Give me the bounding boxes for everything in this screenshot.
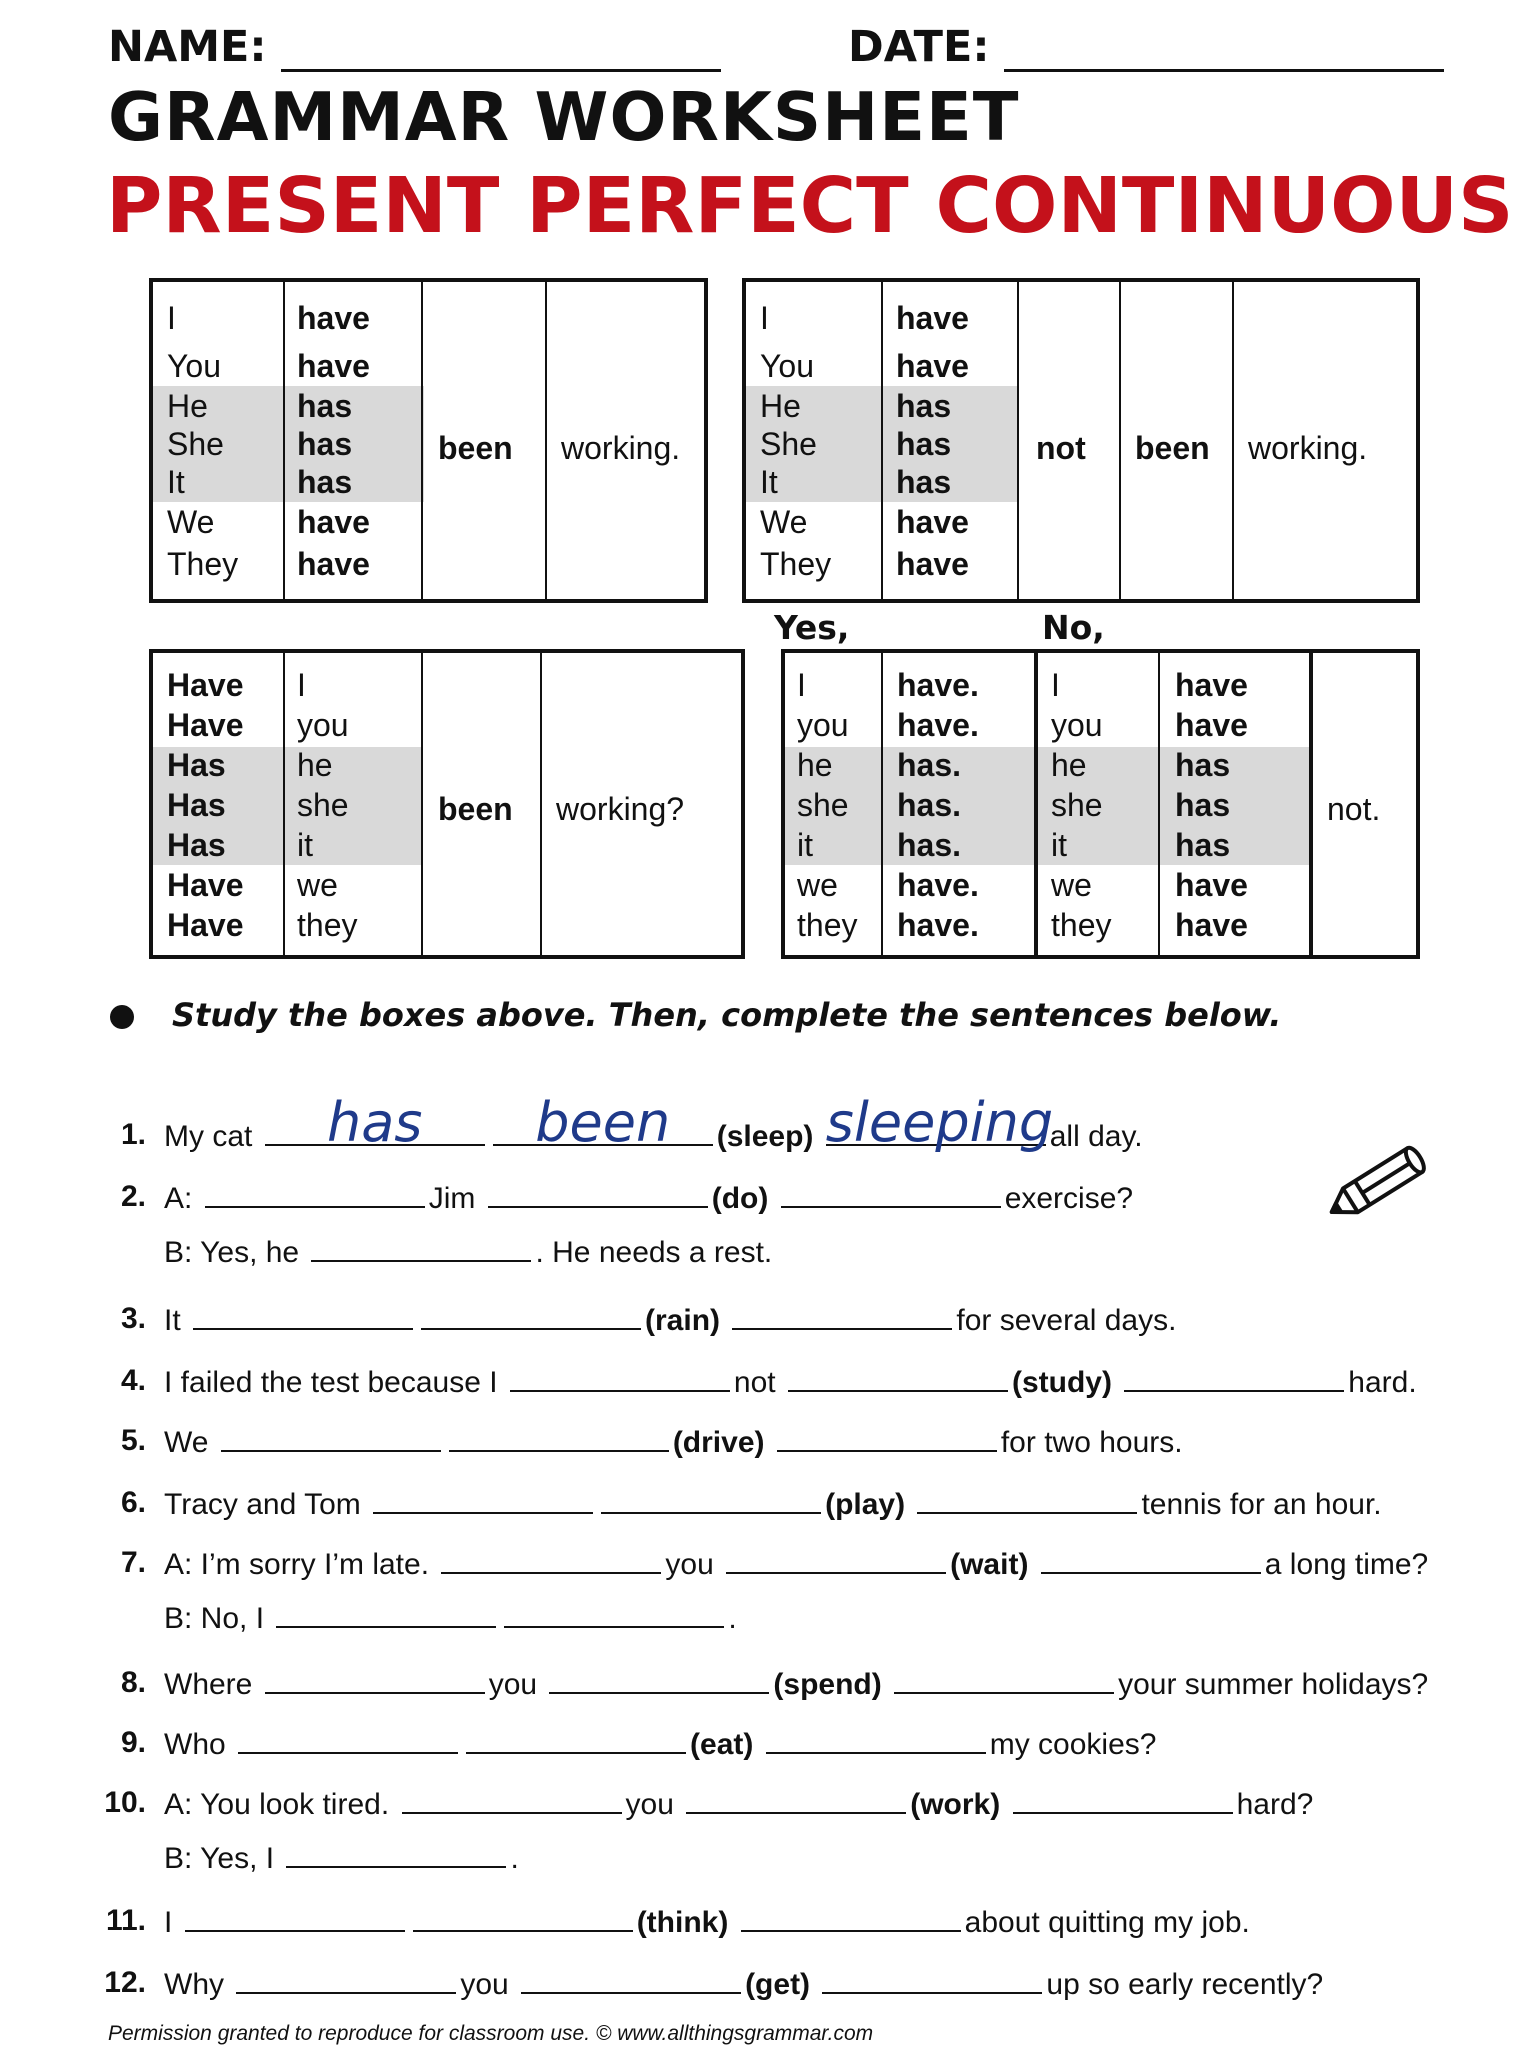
- table-cell: has: [896, 388, 952, 424]
- table-cell: have: [896, 546, 969, 582]
- table-cell: has.: [897, 747, 962, 783]
- table-cell: It: [167, 464, 185, 500]
- divider: [1119, 282, 1121, 599]
- base-verb: (work): [910, 1788, 1001, 1821]
- answer-blank[interactable]: [1124, 1364, 1344, 1392]
- sentence-text: up so early recently?: [1046, 1968, 1324, 2001]
- base-verb: (sleep): [716, 1120, 814, 1153]
- date-label: DATE:: [848, 22, 990, 72]
- table-cell: has: [297, 426, 353, 462]
- table-cell: have: [1175, 707, 1248, 743]
- sentence-text: my cookies?: [989, 1728, 1157, 1761]
- bullet-icon: [110, 1005, 134, 1029]
- base-verb: (do): [711, 1182, 769, 1215]
- footer-text: Permission granted to reproduce for classroom use. © www.allthingsgrammar.com: [108, 2022, 874, 2045]
- sentence-text: you: [665, 1548, 714, 1581]
- divider: [881, 653, 883, 955]
- answer-blank[interactable]: [413, 1904, 633, 1932]
- base-verb: (wait): [950, 1548, 1029, 1581]
- exercise-number: 9.: [120, 1726, 146, 1759]
- name-line[interactable]: [281, 31, 721, 72]
- sentence-text: I failed the test because I: [164, 1366, 498, 1399]
- sentence-text: Jim: [428, 1182, 476, 1215]
- answer-blank[interactable]: [788, 1364, 1008, 1392]
- answer-blank[interactable]: [466, 1726, 686, 1754]
- answer-blank[interactable]: [221, 1424, 441, 1452]
- divider: [1034, 653, 1038, 955]
- answer-blank[interactable]: [421, 1302, 641, 1330]
- base-verb: (play): [825, 1488, 906, 1521]
- table-cell: he: [1051, 747, 1087, 783]
- table-cell: it: [1051, 827, 1067, 863]
- table-cell: you: [1051, 707, 1103, 743]
- table-cell: They: [167, 546, 239, 582]
- answer-blank[interactable]: [402, 1786, 622, 1814]
- answer-blank[interactable]: [504, 1600, 724, 1628]
- answer-blank[interactable]: [265, 1091, 485, 1154]
- answer-blank[interactable]: [441, 1546, 661, 1574]
- answer-blank[interactable]: [493, 1091, 713, 1154]
- base-verb: (drive): [672, 1426, 765, 1459]
- not-cell: not.: [1327, 791, 1381, 827]
- exercise-number: 3.: [120, 1302, 146, 1335]
- exercise-sentence: [164, 1600, 737, 1636]
- been-cell: been: [1135, 430, 1210, 466]
- table-cell: Have: [167, 867, 244, 903]
- table-cell: you: [797, 707, 849, 743]
- sentence-text: A:: [164, 1182, 193, 1215]
- table-cell: I: [1051, 667, 1060, 703]
- table-cell: have: [1175, 907, 1248, 943]
- exercise-sentence: [164, 1666, 1428, 1702]
- divider: [1309, 653, 1313, 955]
- exercise-number: 10.: [104, 1786, 146, 1819]
- answer-blank[interactable]: [686, 1786, 906, 1814]
- table-cell: they: [797, 907, 858, 943]
- divider: [1017, 282, 1019, 599]
- exercise-number: 4.: [120, 1364, 146, 1397]
- sentence-text: your summer holidays?: [1118, 1668, 1429, 1701]
- verb-cell: working.: [1248, 430, 1368, 466]
- worksheet-subtitle: PRESENT PERFECT CONTINUOUS: [106, 162, 1514, 251]
- exercise-number: 8.: [120, 1666, 146, 1699]
- he-she-it-shade: [785, 747, 1309, 865]
- table-cell: have: [297, 348, 370, 384]
- divider: [421, 282, 423, 599]
- table-cell: have: [896, 300, 969, 336]
- answer-blank[interactable]: [1041, 1546, 1261, 1574]
- sentence-text: Why: [164, 1968, 224, 2001]
- sentence-text: a long time?: [1264, 1548, 1429, 1581]
- exercise-number: 5.: [120, 1424, 146, 1457]
- table-cell: has: [1175, 747, 1231, 783]
- exercise-sentence: [164, 1364, 1417, 1400]
- exercise-sentence: [164, 1726, 1156, 1762]
- table-cell: it: [297, 827, 313, 863]
- exercise-sentence: [164, 1091, 1143, 1154]
- answer-blank[interactable]: [236, 1966, 456, 1994]
- answer-blank[interactable]: [822, 1966, 1042, 1994]
- answer-blank[interactable]: [777, 1424, 997, 1452]
- sentence-text: My cat: [164, 1120, 253, 1153]
- table-cell: she: [797, 787, 849, 823]
- table-cell: has.: [897, 787, 962, 823]
- answer-blank[interactable]: [286, 1840, 506, 1868]
- divider: [540, 653, 542, 955]
- exercise-number: 6.: [120, 1486, 146, 1519]
- table-cell: we: [1051, 867, 1092, 903]
- base-verb: (study): [1011, 1366, 1112, 1399]
- table-cell: have.: [897, 867, 979, 903]
- answer-blank[interactable]: [510, 1364, 730, 1392]
- answer-blank[interactable]: [265, 1666, 485, 1694]
- answer-blank[interactable]: [741, 1904, 961, 1932]
- exercise-number: 1.: [120, 1118, 146, 1151]
- exercise-number: 11.: [105, 1904, 146, 1937]
- sentence-text: hard.: [1348, 1366, 1417, 1399]
- answer-blank[interactable]: [894, 1666, 1114, 1694]
- answer-blank[interactable]: [781, 1180, 1001, 1208]
- negative-table: [742, 278, 1420, 603]
- answer-blank[interactable]: [276, 1600, 496, 1628]
- exercise-number: 7.: [120, 1546, 146, 1579]
- answer-blank[interactable]: [732, 1302, 952, 1330]
- table-cell: have: [297, 546, 370, 582]
- table-cell: she: [297, 787, 349, 823]
- table-cell: have: [297, 504, 370, 540]
- sentence-text: about quitting my job.: [964, 1906, 1250, 1939]
- sentence-text: .: [728, 1602, 737, 1635]
- table-cell: Has: [167, 827, 226, 863]
- table-cell: I: [760, 300, 769, 336]
- question-table: [149, 649, 745, 959]
- answer-blank[interactable]: [193, 1302, 413, 1330]
- been-cell: been: [438, 791, 513, 827]
- base-verb: (spend): [773, 1668, 882, 1701]
- exercise-sentence: [164, 1546, 1428, 1582]
- sentence-text: you: [625, 1788, 674, 1821]
- answer-blank[interactable]: [1013, 1786, 1233, 1814]
- table-cell: We: [760, 504, 808, 540]
- table-cell: has.: [897, 827, 962, 863]
- table-cell: have: [896, 348, 969, 384]
- divider: [545, 282, 547, 599]
- table-cell: We: [167, 504, 215, 540]
- table-cell: she: [1051, 787, 1103, 823]
- table-cell: She: [167, 426, 224, 462]
- pencil-icon: [1310, 1135, 1440, 1235]
- exercise-sentence: [164, 1424, 1183, 1460]
- answer-blank[interactable]: [601, 1486, 821, 1514]
- verb-cell: working?: [556, 791, 685, 827]
- table-cell: they: [1051, 907, 1112, 943]
- sentence-text: Tracy and Tom: [164, 1488, 361, 1521]
- table-cell: have.: [897, 907, 979, 943]
- sentence-text: It: [164, 1304, 181, 1337]
- sentence-text: you: [460, 1968, 509, 2001]
- sentence-text: Who: [164, 1728, 226, 1761]
- answer-blank[interactable]: [726, 1546, 946, 1574]
- table-cell: Have: [167, 667, 244, 703]
- divider: [283, 653, 285, 955]
- table-cell: have: [1175, 667, 1248, 703]
- affirmative-table: [149, 278, 708, 603]
- base-verb: (think): [636, 1906, 729, 1939]
- handwritten-answer: sleeping: [825, 1091, 1054, 1154]
- base-verb: (rain): [645, 1304, 721, 1337]
- table-cell: It: [760, 464, 778, 500]
- table-cell: He: [167, 388, 208, 424]
- verb-cell: working.: [561, 430, 681, 466]
- table-cell: She: [760, 426, 817, 462]
- exercise-sentence: [164, 1840, 519, 1876]
- exercise-number: 2.: [120, 1180, 146, 1213]
- table-cell: have: [896, 504, 969, 540]
- table-cell: have: [297, 300, 370, 336]
- been-cell: been: [438, 430, 513, 466]
- sentence-text: all day.: [1049, 1120, 1143, 1153]
- sentence-text: B: Yes, he: [164, 1236, 300, 1269]
- table-cell: He: [760, 388, 801, 424]
- table-cell: has: [896, 426, 952, 462]
- table-cell: You: [760, 348, 814, 384]
- answer-blank[interactable]: [917, 1486, 1137, 1514]
- base-verb: (get): [745, 1968, 811, 2001]
- divider: [1232, 282, 1234, 599]
- table-cell: has: [297, 464, 353, 500]
- exercise-number: 12.: [104, 1966, 146, 1999]
- answer-blank[interactable]: [549, 1666, 769, 1694]
- sentence-text: B: Yes, I: [164, 1842, 275, 1875]
- table-cell: I: [797, 667, 806, 703]
- sentence-text: A: I’m sorry I’m late.: [164, 1548, 430, 1581]
- sentence-text: not: [733, 1366, 776, 1399]
- table-cell: has: [297, 388, 353, 424]
- exercise-sentence: [164, 1966, 1323, 2002]
- exercise-sentence: [164, 1486, 1382, 1522]
- table-cell: it: [797, 827, 813, 863]
- answer-blank[interactable]: [488, 1180, 708, 1208]
- table-cell: have.: [897, 667, 979, 703]
- exercise-sentence: [164, 1234, 772, 1270]
- table-cell: we: [297, 867, 338, 903]
- divider: [1158, 653, 1160, 955]
- instruction-text: Study the boxes above. Then, complete the sentences below.: [172, 996, 1282, 1034]
- sentence-text: .: [510, 1842, 519, 1875]
- table-cell: Has: [167, 787, 226, 823]
- name-field: [108, 22, 721, 72]
- answer-blank[interactable]: [766, 1726, 986, 1754]
- table-cell: has: [1175, 787, 1231, 823]
- table-cell: they: [297, 907, 358, 943]
- sentence-text: hard?: [1236, 1788, 1314, 1821]
- sentence-text: exercise?: [1004, 1182, 1134, 1215]
- sentence-text: We: [164, 1426, 209, 1459]
- table-cell: I: [297, 667, 306, 703]
- exercise-sentence: [164, 1180, 1133, 1216]
- exercise-sentence: [164, 1302, 1176, 1338]
- name-label: NAME:: [108, 22, 267, 72]
- table-cell: he: [797, 747, 833, 783]
- table-cell: have: [1175, 867, 1248, 903]
- no-label: No,: [1042, 608, 1105, 647]
- table-cell: he: [297, 747, 333, 783]
- answer-blank[interactable]: [373, 1486, 593, 1514]
- yes-label: Yes,: [774, 608, 850, 647]
- exercise-sentence: [164, 1786, 1313, 1822]
- table-cell: I: [167, 300, 176, 336]
- base-verb: (eat): [690, 1728, 754, 1761]
- sentence-text: I: [164, 1906, 173, 1939]
- date-line[interactable]: [1004, 31, 1444, 72]
- not-cell: not: [1036, 430, 1086, 466]
- handwritten-answer: been: [535, 1091, 671, 1154]
- sentence-text: . He needs a rest.: [535, 1236, 773, 1269]
- worksheet-title: GRAMMAR WORKSHEET: [108, 78, 1020, 156]
- date-field: [848, 22, 1444, 72]
- sentence-text: you: [488, 1668, 538, 1701]
- table-cell: Have: [167, 707, 244, 743]
- table-cell: Has: [167, 747, 226, 783]
- answer-blank[interactable]: [185, 1904, 405, 1932]
- table-cell: has: [1175, 827, 1231, 863]
- table-cell: has: [896, 464, 952, 500]
- answer-blank[interactable]: [205, 1180, 425, 1208]
- exercise-sentence: [164, 1904, 1250, 1940]
- short-answers-table: [781, 649, 1420, 959]
- answer-blank[interactable]: [311, 1234, 531, 1262]
- sentence-text: for two hours.: [1000, 1426, 1183, 1459]
- sentence-text: for several days.: [956, 1304, 1177, 1337]
- handwritten-answer: has: [326, 1091, 423, 1154]
- answer-blank[interactable]: [825, 1091, 1054, 1154]
- table-cell: You: [167, 348, 221, 384]
- sentence-text: A: You look tired.: [164, 1788, 390, 1821]
- divider: [283, 282, 285, 599]
- table-cell: we: [797, 867, 838, 903]
- answer-blank[interactable]: [238, 1726, 458, 1754]
- divider: [421, 653, 423, 955]
- table-cell: Have: [167, 907, 244, 943]
- answer-blank[interactable]: [521, 1966, 741, 1994]
- sentence-text: B: No, I: [164, 1602, 265, 1635]
- table-cell: you: [297, 707, 349, 743]
- table-cell: They: [760, 546, 832, 582]
- table-cell: have.: [897, 707, 979, 743]
- divider: [881, 282, 883, 599]
- answer-blank[interactable]: [449, 1424, 669, 1452]
- sentence-text: tennis for an hour.: [1141, 1488, 1382, 1521]
- sentence-text: Where: [164, 1668, 253, 1701]
